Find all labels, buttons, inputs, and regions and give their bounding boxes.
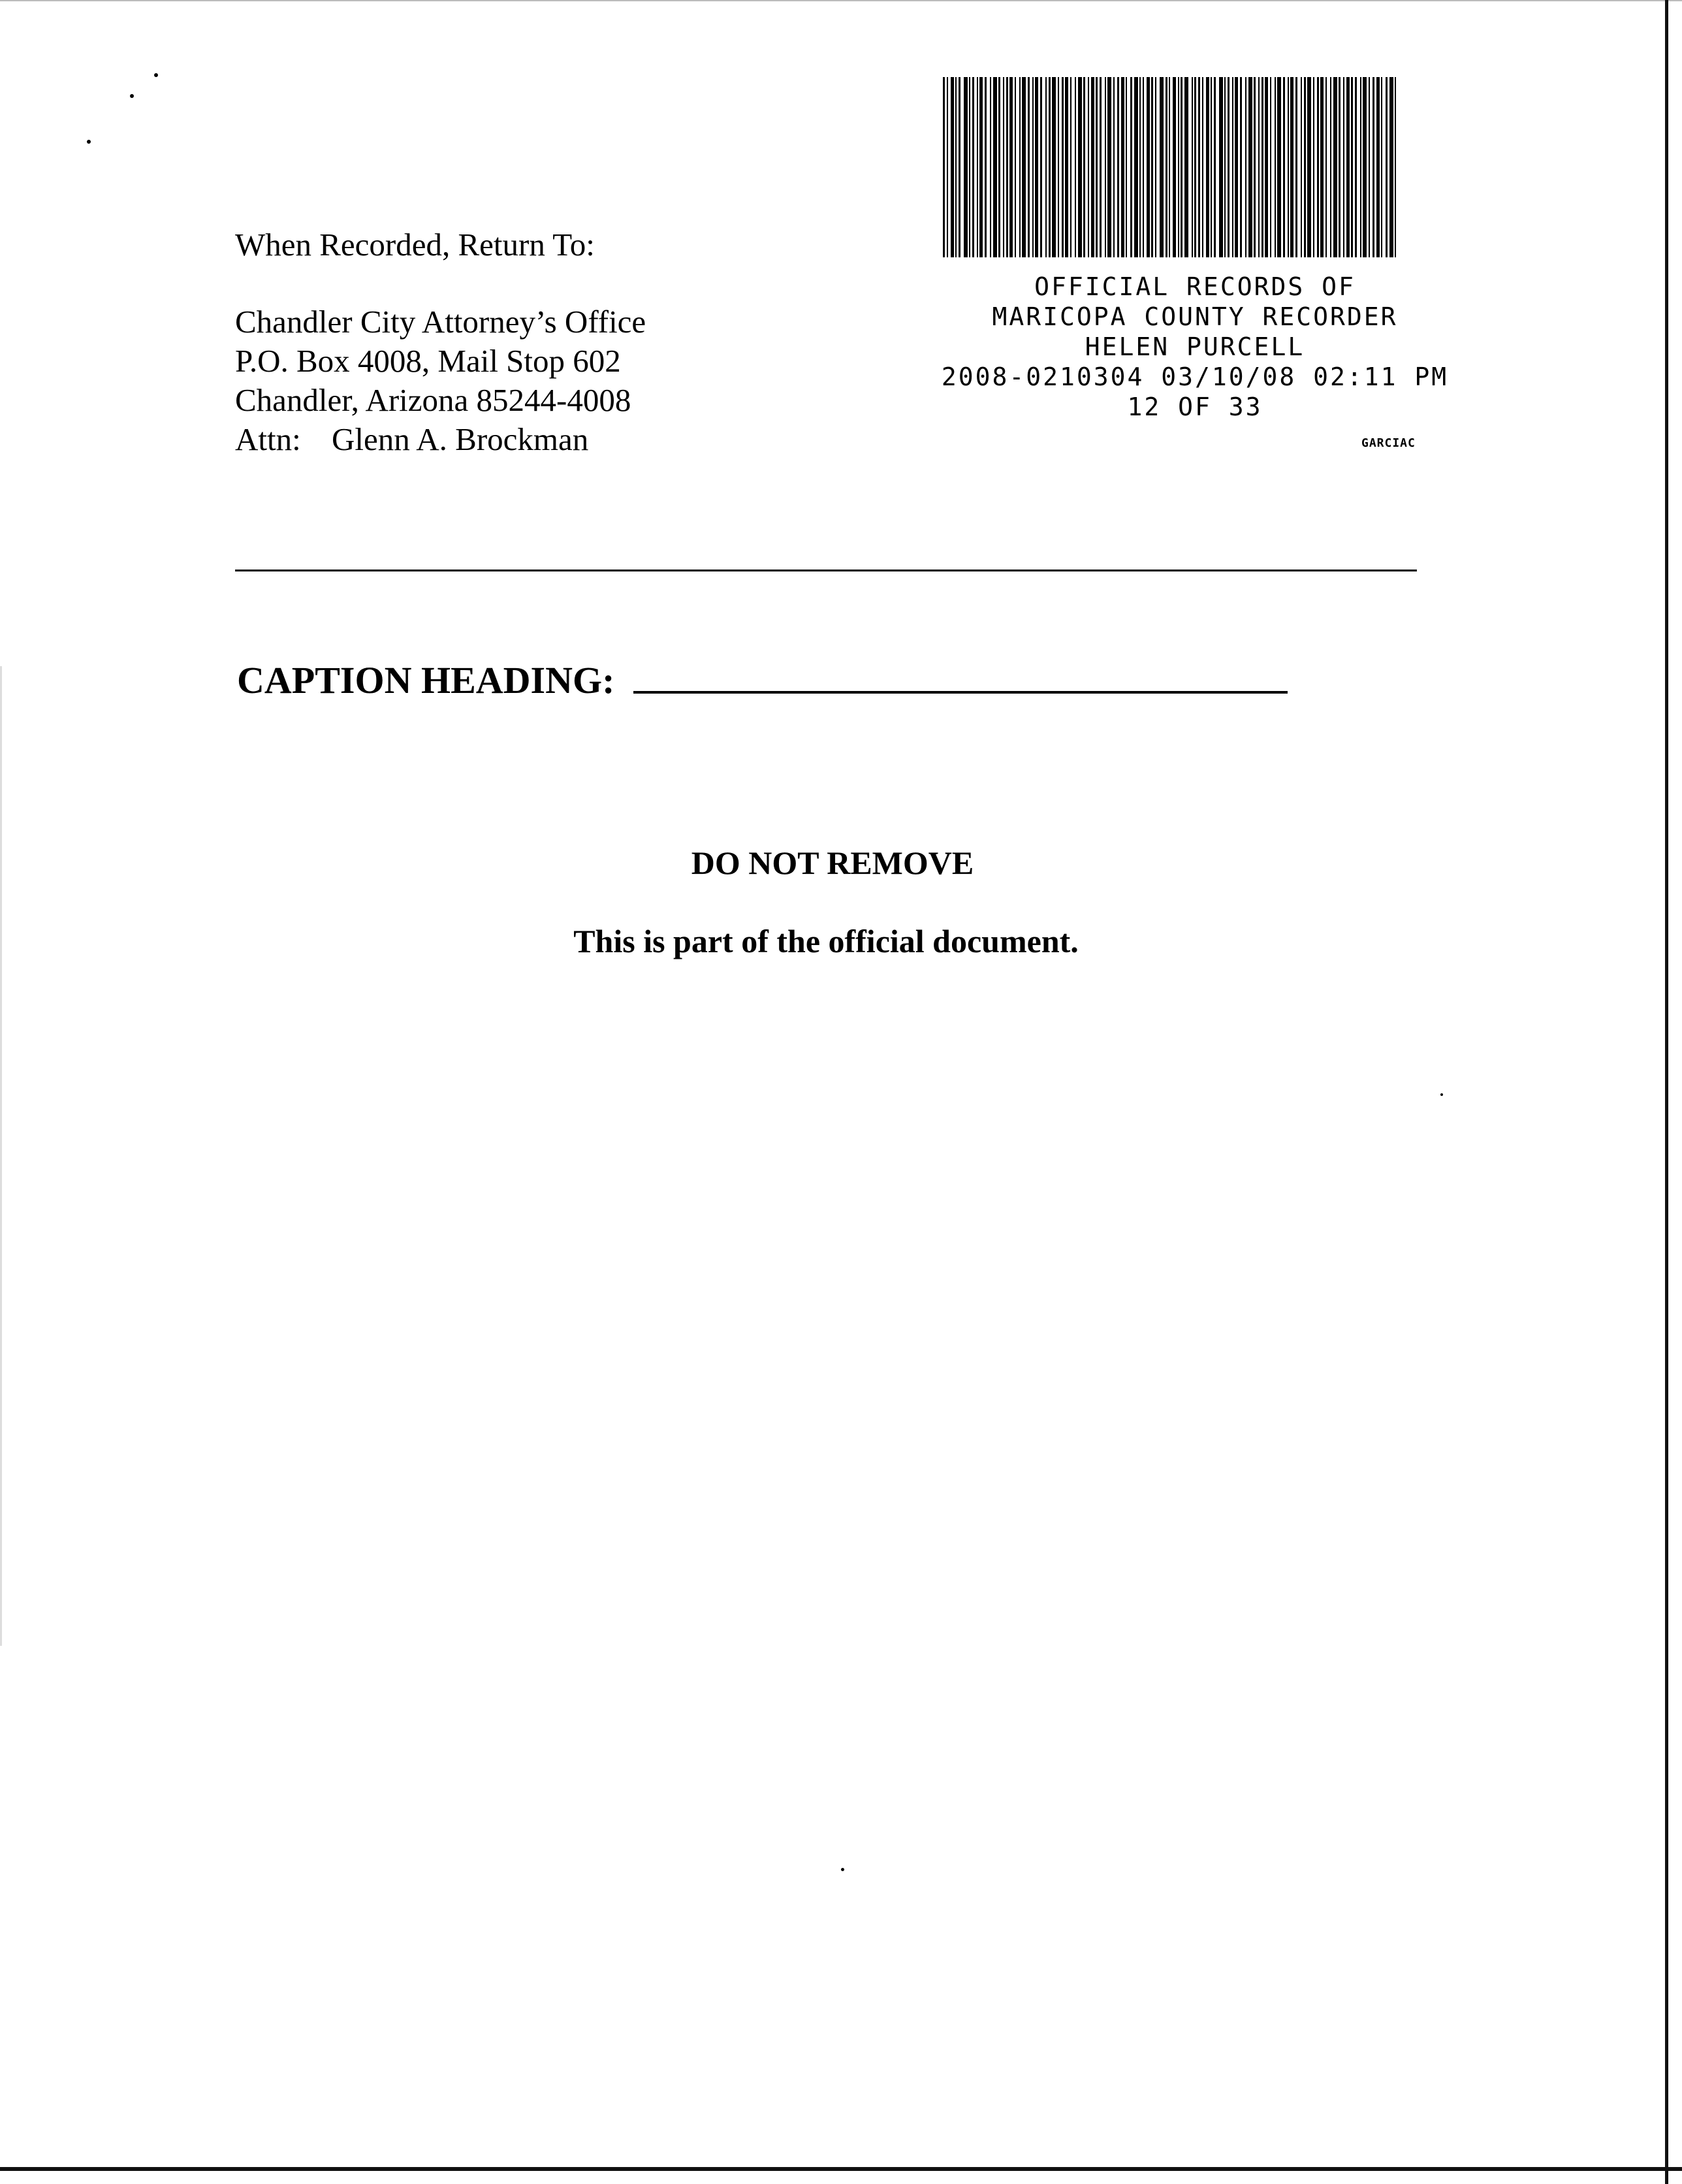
return-city-state-zip: Chandler, Arizona 85244-4008 [235, 382, 631, 418]
scan-speck [130, 94, 134, 98]
recorder-line-3: HELEN PURCELL [1085, 332, 1305, 361]
return-po-box: P.O. Box 4008, Mail Stop 602 [235, 343, 621, 379]
attn-label: Attn: [235, 421, 301, 457]
caption-heading-label: CAPTION HEADING: [237, 659, 615, 701]
attn-name: Glenn A. Brockman [332, 421, 589, 457]
scan-speck [1440, 1093, 1443, 1096]
return-address-block [235, 225, 646, 459]
scan-speck [87, 140, 91, 144]
scan-speck [154, 73, 158, 77]
return-office: Chandler City Attorney’s Office [235, 304, 646, 340]
recorder-stamp [901, 272, 1489, 422]
scan-edge-left [0, 666, 2, 1646]
recorder-line-2: MARICOPA COUNTY RECORDER [992, 302, 1398, 331]
scan-edge-top [0, 0, 1682, 1]
scan-edge-bottom [0, 2167, 1682, 2171]
return-attn [235, 420, 646, 459]
notice-heading: DO NOT REMOVE [691, 844, 974, 881]
recorder-clerk-id: GARCIAC [1361, 436, 1416, 450]
caption-heading-blank-line [633, 691, 1288, 694]
scan-speck [841, 1868, 844, 1871]
divider-rule [235, 570, 1417, 571]
recorder-line-5: 12 OF 33 [1127, 393, 1263, 421]
notice-text: This is part of the official document. [573, 923, 1079, 959]
recorder-line-4: 2008-0210304 03/10/08 02:11 PM [941, 362, 1449, 391]
scan-edge-right [1665, 0, 1668, 2184]
recorder-line-1: OFFICIAL RECORDS OF [1034, 272, 1356, 301]
return-address-title: When Recorded, Return To: [235, 227, 595, 263]
recording-barcode [940, 77, 1401, 257]
